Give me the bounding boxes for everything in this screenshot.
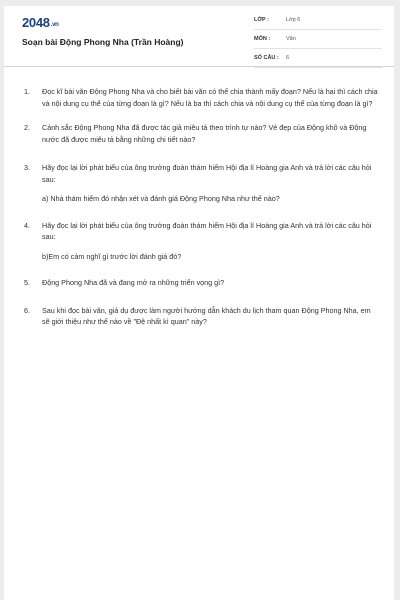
question-number: 2. bbox=[24, 123, 30, 132]
question-number: 4. bbox=[24, 220, 30, 230]
page-title: Soạn bài Động Phong Nha (Trần Hoàng) bbox=[22, 37, 184, 47]
question-item bbox=[22, 277, 380, 289]
meta-row-subject bbox=[254, 33, 382, 49]
question-item bbox=[22, 220, 380, 263]
question-text: Cảnh sắc Động Phong Nha đã được tác giả miêu tả theo trình tự nào? Vẻ đẹp của Động khô và Động nước đã được miêu tả bằng những chi tiết nào? bbox=[42, 123, 367, 144]
question-number: 1. bbox=[24, 87, 30, 96]
question-subtext: a) Nhà thám hiểm đó nhận xét và đánh giá Động Phong Nha như thế nào? bbox=[42, 194, 280, 203]
question-number: 5. bbox=[24, 278, 30, 287]
meta-row-class bbox=[254, 14, 382, 30]
question-text: Động Phong Nha đã và đang mở ra những triển vọng gì? bbox=[42, 278, 225, 287]
question-text: Sau khi đọc bài văn, giả dụ được làm người hướng dẫn khách du lịch tham quan Động Phong Nha, em sẽ giới thiệu như thế nào về "Đệ nhất kì quan" này? bbox=[42, 305, 371, 326]
question-subtext: b)Em có cảm nghĩ gì trước lời đánh giá đó? bbox=[42, 251, 182, 261]
meta-label-subject: MÔN : bbox=[254, 36, 271, 42]
logo-tld: .vn bbox=[50, 22, 59, 28]
question-item bbox=[22, 122, 380, 145]
meta-label-class: LỚP : bbox=[254, 17, 269, 23]
worksheet-meta bbox=[254, 14, 382, 71]
meta-value-count: 6 bbox=[286, 55, 290, 61]
meta-label-count: SỐ CÂU : bbox=[254, 55, 279, 61]
question-item bbox=[22, 86, 380, 109]
question-text: Hãy đọc lại lời phát biểu của ông trưởng đoàn thám hiểm Hội địa lí Hoàng gia Anh và trả lời các câu hỏi sau: bbox=[42, 220, 372, 241]
question-item bbox=[22, 162, 380, 205]
question-text: Hãy đọc lại lời phát biểu của ông trưởng đoàn thám hiểm Hội địa lí Hoàng gia Anh và trả lời các câu hỏi sau: bbox=[42, 163, 372, 184]
worksheet-header bbox=[4, 6, 394, 67]
site-logo[interactable] bbox=[22, 15, 59, 30]
meta-value-class: Lớp 6 bbox=[286, 17, 301, 23]
logo-main: 2048 bbox=[22, 15, 50, 30]
question-number: 3. bbox=[24, 163, 30, 172]
question-text: Đọc kĩ bài văn Động Phong Nha và cho biết bài văn có thể chia thành mấy đoạn? Nếu là hai thì cách chia và nội dung cụ thể của từng đoạn là gì? Nếu là ba thì cách chia và nội dung cụ thể của từng đoạn là gì? bbox=[42, 87, 378, 108]
worksheet-page bbox=[4, 6, 394, 600]
meta-value-subject: Văn bbox=[286, 36, 296, 42]
meta-row-count bbox=[254, 52, 382, 68]
question-number: 6. bbox=[24, 305, 30, 315]
question-item bbox=[22, 305, 380, 328]
question-list bbox=[22, 86, 380, 328]
